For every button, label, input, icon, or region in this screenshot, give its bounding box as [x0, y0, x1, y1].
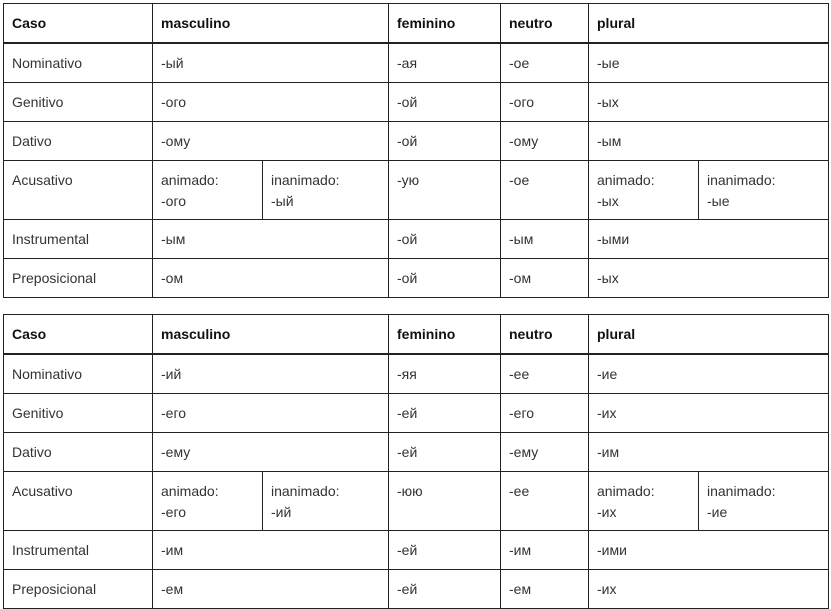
- ending-plural: -ые: [589, 43, 829, 83]
- ending-neuter: -ом: [501, 259, 589, 298]
- ending-neuter: -ем: [501, 570, 589, 609]
- case-label: Preposicional: [4, 570, 153, 609]
- ending-masculine: -его: [153, 394, 389, 433]
- header-row: [4, 315, 829, 355]
- ending-masculine: -ем: [153, 570, 389, 609]
- inanimate-label: inanimado:: [707, 172, 776, 188]
- case-label: Instrumental: [4, 220, 153, 259]
- header-feminine: feminino: [389, 4, 501, 44]
- inanimate-ending: -ые: [707, 193, 730, 209]
- ending-masculine: -ый: [153, 43, 389, 83]
- ending-masculine-animate: [153, 161, 263, 220]
- header-plural: plural: [589, 315, 829, 355]
- animate-ending: -их: [597, 504, 617, 520]
- header-masculine: masculino: [153, 315, 389, 355]
- ending-masculine: -ому: [153, 122, 389, 161]
- animate-label: animado:: [161, 483, 219, 499]
- case-label: Preposicional: [4, 259, 153, 298]
- animate-ending: -ых: [597, 193, 619, 209]
- ending-neuter: -им: [501, 531, 589, 570]
- ending-plural: -ых: [589, 83, 829, 122]
- ending-feminine: -ей: [389, 570, 501, 609]
- ending-masculine: -ий: [153, 354, 389, 394]
- case-label: Genitivo: [4, 394, 153, 433]
- table-row: [4, 472, 829, 531]
- header-neuter: neutro: [501, 4, 589, 44]
- animate-ending: -ого: [161, 193, 187, 209]
- header-row: [4, 4, 829, 44]
- table-row: [4, 354, 829, 394]
- case-label: Nominativo: [4, 43, 153, 83]
- ending-plural: -ими: [589, 531, 829, 570]
- case-label: Dativo: [4, 433, 153, 472]
- ending-plural: -ие: [589, 354, 829, 394]
- ending-neuter: -ого: [501, 83, 589, 122]
- ending-plural-animate: [589, 161, 699, 220]
- animate-ending: -его: [161, 504, 187, 520]
- inanimate-label: inanimado:: [707, 483, 776, 499]
- ending-plural: -ыми: [589, 220, 829, 259]
- ending-plural: -их: [589, 394, 829, 433]
- header-case: Caso: [4, 315, 153, 355]
- inanimate-ending: -ий: [271, 504, 292, 520]
- case-label: Genitivo: [4, 83, 153, 122]
- ending-feminine: -юю: [389, 472, 501, 531]
- ending-feminine: -ей: [389, 531, 501, 570]
- ending-feminine: -яя: [389, 354, 501, 394]
- inanimate-ending: -ие: [707, 504, 728, 520]
- header-feminine: feminino: [389, 315, 501, 355]
- inanimate-ending: -ый: [271, 193, 294, 209]
- ending-masculine: -ого: [153, 83, 389, 122]
- ending-neuter: -ым: [501, 220, 589, 259]
- table-row: [4, 259, 829, 298]
- header-neuter: neutro: [501, 315, 589, 355]
- ending-feminine: -ой: [389, 220, 501, 259]
- ending-masculine-inanimate: [263, 472, 389, 531]
- ending-plural: -ым: [589, 122, 829, 161]
- ending-feminine: -ей: [389, 394, 501, 433]
- ending-feminine: -ой: [389, 122, 501, 161]
- ending-neuter: -его: [501, 394, 589, 433]
- ending-plural: -их: [589, 570, 829, 609]
- inanimate-label: inanimado:: [271, 172, 340, 188]
- ending-neuter: -ее: [501, 354, 589, 394]
- declension-table-hard: [3, 3, 829, 298]
- ending-masculine: -ым: [153, 220, 389, 259]
- animate-label: animado:: [161, 172, 219, 188]
- ending-feminine: -ую: [389, 161, 501, 220]
- table-row: [4, 122, 829, 161]
- case-label: Instrumental: [4, 531, 153, 570]
- case-label: Acusativo: [4, 161, 153, 220]
- ending-plural-inanimate: [699, 472, 829, 531]
- ending-feminine: -ой: [389, 83, 501, 122]
- ending-neuter: -ему: [501, 433, 589, 472]
- ending-neuter: -ее: [501, 472, 589, 531]
- ending-neuter: -ое: [501, 43, 589, 83]
- ending-plural-animate: [589, 472, 699, 531]
- ending-neuter: -ому: [501, 122, 589, 161]
- header-case: Caso: [4, 4, 153, 44]
- ending-plural: -ых: [589, 259, 829, 298]
- animate-label: animado:: [597, 172, 655, 188]
- table-row: [4, 43, 829, 83]
- table-row: [4, 570, 829, 609]
- header-plural: plural: [589, 4, 829, 44]
- declension-table-soft: [3, 314, 829, 609]
- case-label: Dativo: [4, 122, 153, 161]
- table-row: [4, 83, 829, 122]
- table-row: [4, 161, 829, 220]
- ending-masculine-animate: [153, 472, 263, 531]
- inanimate-label: inanimado:: [271, 483, 340, 499]
- ending-plural: -им: [589, 433, 829, 472]
- ending-feminine: -ей: [389, 433, 501, 472]
- table-row: [4, 433, 829, 472]
- ending-masculine: -ему: [153, 433, 389, 472]
- table-row: [4, 220, 829, 259]
- ending-feminine: -ая: [389, 43, 501, 83]
- table-row: [4, 394, 829, 433]
- ending-plural-inanimate: [699, 161, 829, 220]
- animate-label: animado:: [597, 483, 655, 499]
- ending-masculine: -им: [153, 531, 389, 570]
- ending-feminine: -ой: [389, 259, 501, 298]
- case-label: Acusativo: [4, 472, 153, 531]
- case-label: Nominativo: [4, 354, 153, 394]
- table-row: [4, 531, 829, 570]
- ending-masculine: -ом: [153, 259, 389, 298]
- ending-masculine-inanimate: [263, 161, 389, 220]
- ending-neuter: -ое: [501, 161, 589, 220]
- header-masculine: masculino: [153, 4, 389, 44]
